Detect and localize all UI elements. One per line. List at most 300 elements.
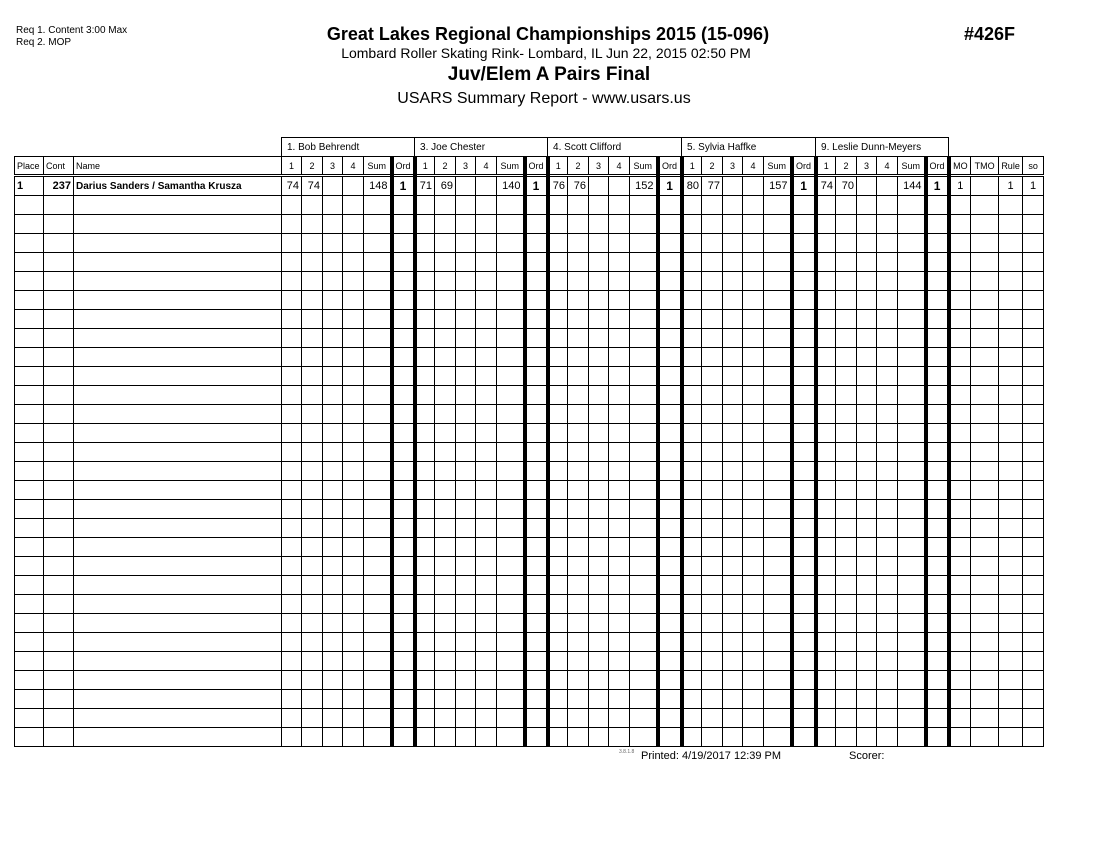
empty-cell xyxy=(877,329,898,348)
empty-cell xyxy=(548,310,568,329)
empty-cell xyxy=(609,272,630,291)
empty-cell xyxy=(702,557,723,576)
empty-cell xyxy=(743,576,764,595)
empty-cell xyxy=(456,709,476,728)
empty-cell xyxy=(589,652,609,671)
empty-cell xyxy=(926,671,949,690)
empty-cell xyxy=(743,291,764,310)
empty-cell xyxy=(877,291,898,310)
empty-cell xyxy=(476,728,497,747)
empty-cell xyxy=(364,709,392,728)
empty-cell xyxy=(816,671,836,690)
empty-cell xyxy=(702,576,723,595)
empty-cell xyxy=(497,538,525,557)
empty-cell xyxy=(1023,424,1044,443)
empty-cell xyxy=(568,595,589,614)
empty-cell xyxy=(74,405,282,424)
empty-cell xyxy=(949,348,971,367)
empty-cell xyxy=(435,215,456,234)
empty-cell xyxy=(836,367,857,386)
empty-cell xyxy=(971,253,999,272)
empty-cell xyxy=(343,405,364,424)
empty-cell xyxy=(415,253,435,272)
empty-cell xyxy=(343,462,364,481)
empty-cell xyxy=(435,576,456,595)
empty-cell xyxy=(302,595,323,614)
empty-cell xyxy=(15,272,44,291)
empty-cell xyxy=(792,348,816,367)
judge-4-s3-cell xyxy=(723,176,743,196)
empty-cell xyxy=(548,424,568,443)
empty-cell xyxy=(15,538,44,557)
empty-cell xyxy=(323,196,343,215)
empty-cell xyxy=(392,215,415,234)
empty-cell xyxy=(743,671,764,690)
empty-cell xyxy=(435,348,456,367)
empty-cell xyxy=(323,424,343,443)
empty-cell xyxy=(415,215,435,234)
col-judge-4-1: 1 xyxy=(682,157,702,176)
empty-cell xyxy=(525,291,548,310)
empty-cell xyxy=(282,519,302,538)
empty-cell xyxy=(898,500,926,519)
empty-cell xyxy=(364,405,392,424)
empty-cell xyxy=(392,538,415,557)
empty-cell xyxy=(816,329,836,348)
empty-cell xyxy=(630,196,658,215)
empty-cell xyxy=(456,443,476,462)
empty-cell xyxy=(568,310,589,329)
empty-cell xyxy=(723,405,743,424)
col-judge-1-1: 1 xyxy=(282,157,302,176)
empty-cell xyxy=(609,671,630,690)
empty-cell xyxy=(302,690,323,709)
empty-table-row xyxy=(15,424,1044,443)
empty-cell xyxy=(682,576,702,595)
empty-cell xyxy=(323,557,343,576)
empty-cell xyxy=(456,557,476,576)
empty-cell xyxy=(497,519,525,538)
empty-cell xyxy=(971,652,999,671)
empty-cell xyxy=(682,253,702,272)
col-so: so xyxy=(1023,157,1044,176)
empty-cell xyxy=(836,386,857,405)
empty-cell xyxy=(682,728,702,747)
empty-cell xyxy=(302,348,323,367)
empty-cell xyxy=(743,519,764,538)
empty-table-row xyxy=(15,291,1044,310)
empty-cell xyxy=(630,272,658,291)
empty-cell xyxy=(926,519,949,538)
empty-cell xyxy=(435,709,456,728)
empty-cell xyxy=(415,671,435,690)
empty-cell xyxy=(764,500,792,519)
empty-cell xyxy=(630,215,658,234)
empty-cell xyxy=(792,728,816,747)
empty-cell xyxy=(44,595,74,614)
empty-cell xyxy=(857,728,877,747)
judge-3-s3-cell xyxy=(589,176,609,196)
empty-cell xyxy=(15,690,44,709)
empty-cell xyxy=(476,557,497,576)
empty-cell xyxy=(949,424,971,443)
empty-cell xyxy=(630,500,658,519)
empty-cell xyxy=(609,253,630,272)
empty-cell xyxy=(926,367,949,386)
empty-cell xyxy=(971,481,999,500)
empty-cell xyxy=(898,424,926,443)
empty-cell xyxy=(971,519,999,538)
empty-cell xyxy=(630,671,658,690)
empty-cell xyxy=(589,405,609,424)
empty-cell xyxy=(630,424,658,443)
empty-cell xyxy=(476,690,497,709)
empty-cell xyxy=(476,215,497,234)
empty-table-row xyxy=(15,576,1044,595)
empty-cell xyxy=(1023,253,1044,272)
col-judge-2-sum: Sum xyxy=(497,157,525,176)
empty-cell xyxy=(949,576,971,595)
empty-cell xyxy=(282,709,302,728)
empty-cell xyxy=(949,234,971,253)
judge-2-s3-cell xyxy=(456,176,476,196)
empty-cell xyxy=(743,709,764,728)
empty-cell xyxy=(743,310,764,329)
empty-cell xyxy=(15,728,44,747)
empty-cell xyxy=(15,310,44,329)
empty-cell xyxy=(682,310,702,329)
empty-cell xyxy=(497,234,525,253)
empty-cell xyxy=(74,234,282,253)
empty-cell xyxy=(816,481,836,500)
empty-cell xyxy=(898,633,926,652)
empty-cell xyxy=(609,405,630,424)
empty-cell xyxy=(999,500,1023,519)
empty-cell xyxy=(630,538,658,557)
empty-cell xyxy=(816,519,836,538)
empty-cell xyxy=(323,633,343,652)
empty-cell xyxy=(392,405,415,424)
empty-cell xyxy=(282,576,302,595)
empty-cell xyxy=(764,291,792,310)
empty-cell xyxy=(364,234,392,253)
empty-cell xyxy=(836,481,857,500)
empty-cell xyxy=(836,519,857,538)
empty-cell xyxy=(74,348,282,367)
empty-cell xyxy=(44,500,74,519)
empty-cell xyxy=(343,633,364,652)
empty-cell xyxy=(1023,557,1044,576)
empty-cell xyxy=(456,424,476,443)
empty-table-row xyxy=(15,196,1044,215)
empty-cell xyxy=(999,234,1023,253)
empty-cell xyxy=(898,310,926,329)
empty-cell xyxy=(15,652,44,671)
empty-cell xyxy=(44,538,74,557)
requirement-1: Req 1. Content 3:00 Max xyxy=(16,25,128,36)
empty-cell xyxy=(525,500,548,519)
empty-cell xyxy=(74,196,282,215)
empty-table-row xyxy=(15,405,1044,424)
empty-cell xyxy=(1023,310,1044,329)
col-judge-1-3: 3 xyxy=(323,157,343,176)
empty-cell xyxy=(877,405,898,424)
empty-cell xyxy=(658,652,682,671)
empty-cell xyxy=(456,500,476,519)
empty-cell xyxy=(898,557,926,576)
empty-cell xyxy=(548,519,568,538)
empty-cell xyxy=(302,253,323,272)
empty-cell xyxy=(74,690,282,709)
empty-cell xyxy=(435,728,456,747)
printed-timestamp: Printed: 4/19/2017 12:39 PM xyxy=(641,750,782,762)
empty-cell xyxy=(392,671,415,690)
empty-cell xyxy=(74,272,282,291)
empty-cell xyxy=(723,519,743,538)
empty-cell xyxy=(568,386,589,405)
empty-cell xyxy=(702,709,723,728)
empty-cell xyxy=(702,348,723,367)
empty-cell xyxy=(302,405,323,424)
empty-cell xyxy=(282,234,302,253)
empty-cell xyxy=(630,310,658,329)
empty-cell xyxy=(723,443,743,462)
empty-cell xyxy=(525,709,548,728)
empty-cell xyxy=(792,519,816,538)
empty-cell xyxy=(15,386,44,405)
empty-cell xyxy=(857,557,877,576)
empty-cell xyxy=(415,576,435,595)
empty-cell xyxy=(816,690,836,709)
judge-5-s2-cell: 70 xyxy=(836,176,857,196)
cont-cell: 237 xyxy=(44,176,74,196)
empty-cell xyxy=(792,538,816,557)
empty-cell xyxy=(816,557,836,576)
empty-cell xyxy=(589,253,609,272)
empty-cell xyxy=(456,405,476,424)
empty-cell xyxy=(949,253,971,272)
empty-cell xyxy=(282,291,302,310)
empty-cell xyxy=(898,291,926,310)
empty-cell xyxy=(999,253,1023,272)
empty-cell xyxy=(999,519,1023,538)
empty-cell xyxy=(764,728,792,747)
empty-cell xyxy=(702,386,723,405)
empty-cell xyxy=(343,728,364,747)
empty-cell xyxy=(609,633,630,652)
empty-cell xyxy=(702,196,723,215)
empty-cell xyxy=(764,595,792,614)
empty-cell xyxy=(44,329,74,348)
empty-cell xyxy=(282,671,302,690)
empty-table-row xyxy=(15,690,1044,709)
empty-cell xyxy=(456,671,476,690)
empty-cell xyxy=(435,557,456,576)
empty-cell xyxy=(816,633,836,652)
empty-cell xyxy=(497,310,525,329)
empty-cell xyxy=(323,329,343,348)
empty-cell xyxy=(392,519,415,538)
empty-cell xyxy=(476,671,497,690)
empty-cell xyxy=(949,557,971,576)
empty-cell xyxy=(743,348,764,367)
empty-cell xyxy=(764,196,792,215)
empty-cell xyxy=(658,348,682,367)
empty-cell xyxy=(609,557,630,576)
empty-cell xyxy=(456,253,476,272)
empty-cell xyxy=(15,500,44,519)
empty-cell xyxy=(764,633,792,652)
empty-cell xyxy=(764,576,792,595)
empty-cell xyxy=(1023,443,1044,462)
empty-cell xyxy=(589,196,609,215)
judge-1-s4-cell xyxy=(343,176,364,196)
empty-cell xyxy=(857,215,877,234)
empty-cell xyxy=(282,633,302,652)
empty-cell xyxy=(971,234,999,253)
empty-cell xyxy=(497,329,525,348)
judge-1-s2-cell: 74 xyxy=(302,176,323,196)
empty-cell xyxy=(15,196,44,215)
empty-cell xyxy=(743,443,764,462)
empty-cell xyxy=(702,291,723,310)
empty-cell xyxy=(323,348,343,367)
empty-cell xyxy=(568,690,589,709)
empty-cell xyxy=(609,215,630,234)
empty-cell xyxy=(609,519,630,538)
empty-cell xyxy=(702,462,723,481)
empty-cell xyxy=(415,728,435,747)
empty-cell xyxy=(792,291,816,310)
empty-cell xyxy=(857,519,877,538)
empty-cell xyxy=(282,557,302,576)
col-judge-5-3: 3 xyxy=(857,157,877,176)
empty-cell xyxy=(792,690,816,709)
empty-cell xyxy=(15,462,44,481)
empty-cell xyxy=(525,614,548,633)
mo-cell: 1 xyxy=(949,176,971,196)
empty-cell xyxy=(323,728,343,747)
col-judge-1-4: 4 xyxy=(343,157,364,176)
empty-cell xyxy=(282,462,302,481)
empty-cell xyxy=(548,538,568,557)
empty-cell xyxy=(971,709,999,728)
empty-cell xyxy=(816,538,836,557)
empty-cell xyxy=(971,538,999,557)
empty-cell xyxy=(764,405,792,424)
empty-cell xyxy=(682,709,702,728)
empty-cell xyxy=(476,652,497,671)
empty-cell xyxy=(630,329,658,348)
empty-cell xyxy=(836,690,857,709)
empty-cell xyxy=(392,329,415,348)
empty-cell xyxy=(302,443,323,462)
rule-cell: 1 xyxy=(999,176,1023,196)
empty-cell xyxy=(836,424,857,443)
empty-cell xyxy=(343,671,364,690)
col-judge-2-ord: Ord xyxy=(525,157,548,176)
empty-cell xyxy=(548,196,568,215)
empty-cell xyxy=(302,633,323,652)
empty-cell xyxy=(568,291,589,310)
empty-cell xyxy=(525,576,548,595)
empty-cell xyxy=(476,291,497,310)
empty-cell xyxy=(723,462,743,481)
empty-cell xyxy=(816,405,836,424)
empty-cell xyxy=(723,633,743,652)
empty-cell xyxy=(497,614,525,633)
empty-cell xyxy=(723,576,743,595)
empty-cell xyxy=(609,367,630,386)
empty-cell xyxy=(74,652,282,671)
empty-cell xyxy=(723,386,743,405)
empty-cell xyxy=(589,424,609,443)
judge-5-name: 9. Leslie Dunn-Meyers xyxy=(816,138,949,157)
empty-cell xyxy=(525,633,548,652)
empty-cell xyxy=(74,310,282,329)
judge-5-s4-cell xyxy=(877,176,898,196)
empty-cell xyxy=(1023,633,1044,652)
empty-cell xyxy=(497,557,525,576)
empty-cell xyxy=(723,234,743,253)
empty-cell xyxy=(836,576,857,595)
empty-cell xyxy=(609,443,630,462)
col-judge-2-4: 4 xyxy=(476,157,497,176)
empty-cell xyxy=(949,614,971,633)
empty-cell xyxy=(302,500,323,519)
empty-cell xyxy=(282,500,302,519)
empty-cell xyxy=(702,671,723,690)
col-mo: MO xyxy=(949,157,971,176)
empty-table-row xyxy=(15,671,1044,690)
empty-cell xyxy=(658,253,682,272)
empty-cell xyxy=(857,671,877,690)
empty-cell xyxy=(497,709,525,728)
empty-cell xyxy=(999,576,1023,595)
empty-cell xyxy=(15,443,44,462)
judge-1-s3-cell xyxy=(323,176,343,196)
empty-table-row xyxy=(15,386,1044,405)
empty-cell xyxy=(682,405,702,424)
empty-cell xyxy=(764,253,792,272)
empty-cell xyxy=(723,424,743,443)
empty-cell xyxy=(392,367,415,386)
empty-cell xyxy=(836,234,857,253)
empty-cell xyxy=(415,348,435,367)
empty-cell xyxy=(415,709,435,728)
empty-cell xyxy=(364,671,392,690)
empty-cell xyxy=(658,367,682,386)
judge-4-s1-cell: 80 xyxy=(682,176,702,196)
empty-cell xyxy=(548,367,568,386)
empty-cell xyxy=(302,367,323,386)
empty-cell xyxy=(658,519,682,538)
empty-cell xyxy=(857,481,877,500)
empty-cell xyxy=(1023,652,1044,671)
empty-table-row xyxy=(15,215,1044,234)
empty-cell xyxy=(1023,386,1044,405)
empty-cell xyxy=(682,538,702,557)
empty-cell xyxy=(74,538,282,557)
empty-cell xyxy=(282,405,302,424)
empty-cell xyxy=(702,728,723,747)
empty-cell xyxy=(74,500,282,519)
empty-cell xyxy=(1023,595,1044,614)
empty-cell xyxy=(926,709,949,728)
empty-cell xyxy=(74,728,282,747)
empty-cell xyxy=(44,557,74,576)
empty-cell xyxy=(682,443,702,462)
